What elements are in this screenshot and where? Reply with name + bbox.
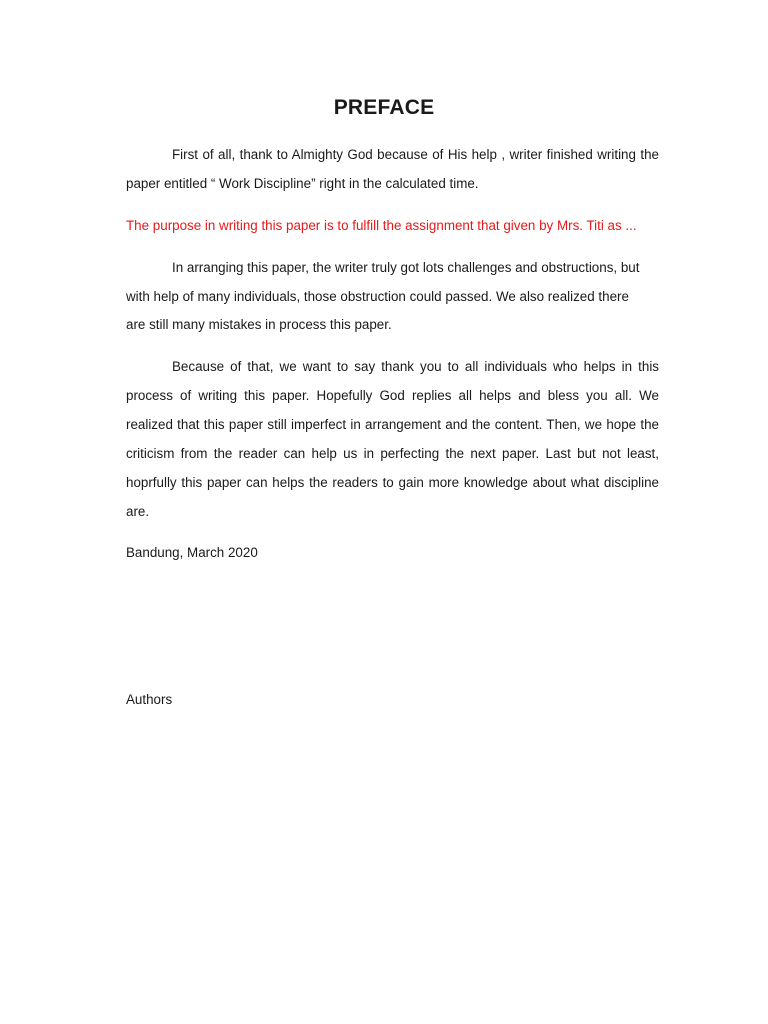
paragraph-acknowledgement: First of all, thank to Almighty God because of His help , writer finished writing the paper entitled “ Work Discipline” right in the calculated time. [126,147,659,191]
place-date: Bandung, March 2020 [126,545,258,560]
paragraph-challenges: In arranging this paper, the writer truly got lots challenges and obstructions, but with help of many individuals, those obstruction could passed. We also realized there [126,260,640,304]
page-title: PREFACE [333,96,435,119]
paragraph-challenges-continued: are still many mistakes in process this paper. [126,317,392,332]
document-body [126,140,659,567]
signature-authors: Authors [126,692,173,707]
paragraph-thanks: Because of that, we want to say thank you to all individuals who helps in this process of writing this paper. Hopefully God replies all helps and bless you all. We realized that this paper still imperfect in arrangement and the content. Then, we hope the criticism from the reader can help us in perfecting the next paper. Last but not least, hoprfully this paper can helps the readers to gain more knowledge about what discipline are. [126,359,659,519]
paragraph-purpose: The purpose in writing this paper is to fulfill the assignment that given by Mrs. Titi as ... [126,218,637,233]
